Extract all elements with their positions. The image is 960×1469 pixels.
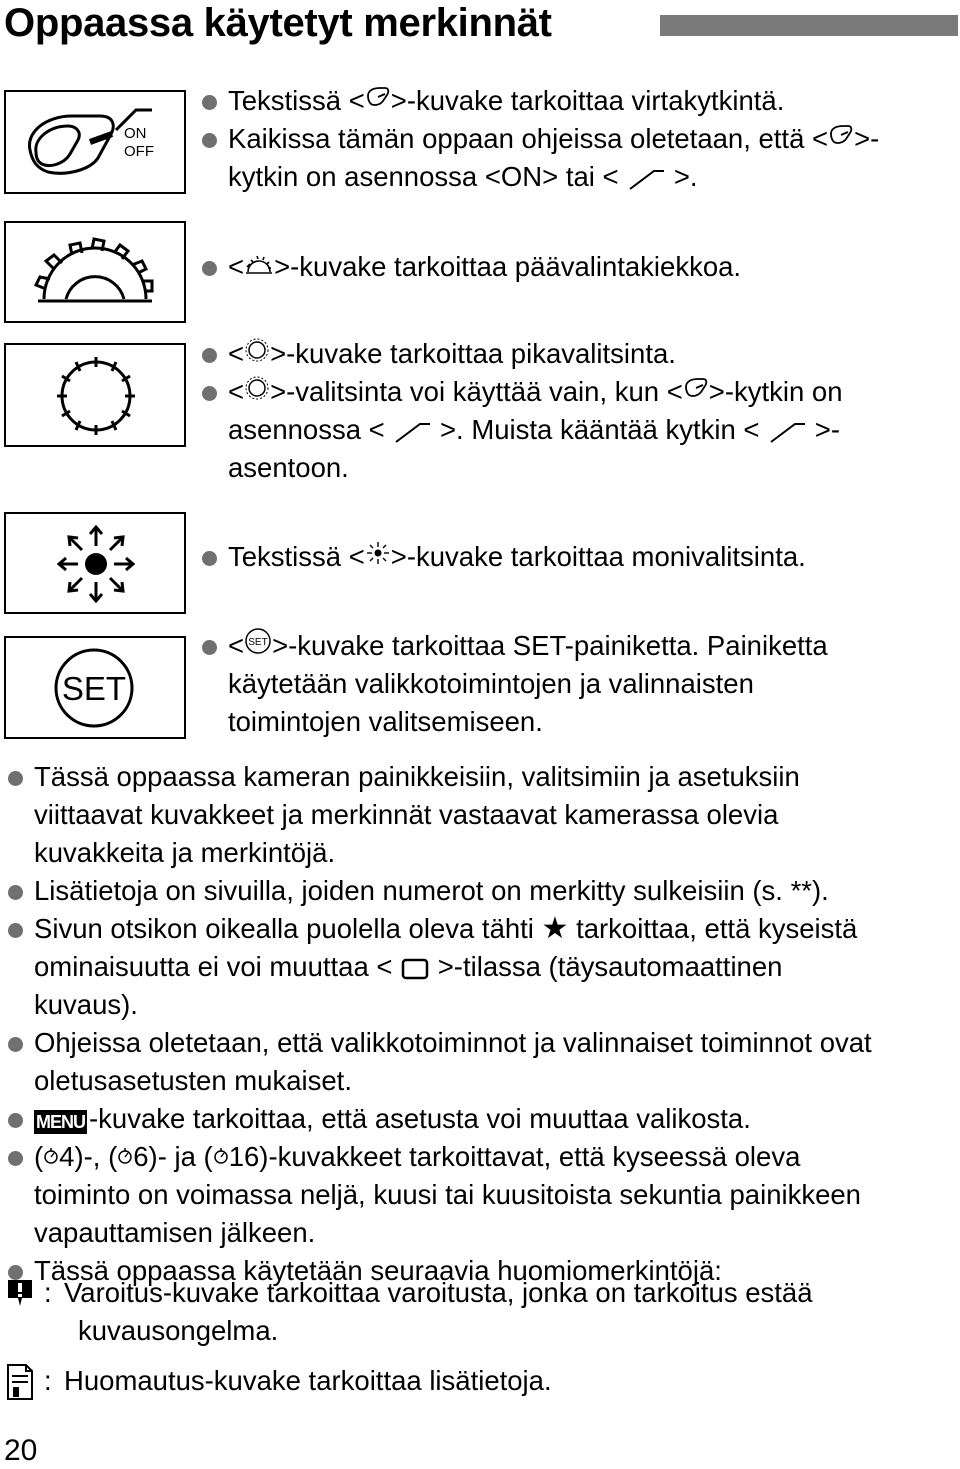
- power-switch-icon: [828, 122, 854, 148]
- bullet-icon: [202, 386, 217, 401]
- list-item: Lisätietoja on sivuilla, joiden numerot on merkitty sulkeisiin (s. **).: [8, 872, 956, 910]
- bullet-icon: [202, 133, 217, 148]
- menu-icon: MENU: [36, 1112, 85, 1132]
- lock-slash-icon: [392, 420, 432, 444]
- bullet-icon: [8, 1113, 23, 1128]
- page-number: 20: [4, 1434, 38, 1467]
- list-item: < >-kuvake tarkoittaa päävalintakiekkoa.: [202, 248, 942, 286]
- power-switch-box: [4, 90, 186, 194]
- set-button-label: SET: [61, 670, 127, 707]
- list-item: ( 4 )-, ( 6 )- ja ( 16 )-kuvakkeet tarkoittavat, että kyseessä oleva: [8, 1138, 956, 1176]
- caution-note: Varoitus-kuvake tarkoittaa varoitusta, jonka on tarkoitus estää kuvausongelma.: [64, 1277, 813, 1346]
- caution-icon: [2, 1276, 38, 1315]
- quick-control-dial-text: < >-kuvake tarkoittaa pikavalitsinta. < >-valitsinta voi käyttää vain, kun < >-kytkin on asennossa < >. Muista kääntää kytkin < >- asentoon.: [202, 335, 942, 487]
- bullet-icon: [202, 95, 217, 110]
- switch-on-label: ON: [124, 125, 147, 142]
- main-dial-text: [202, 248, 942, 286]
- general-notes: Tässä oppaassa kameran painikkeisiin, valitsimiin ja asetuksiin viittaavat kuvakkeet ja merkinnät vastaavat kamerassa olevia kuvakkeita ja merkintöjä. Lisätietoja on sivuilla, joiden numerot on merkitty sulkeisiin (s. **). Sivun otsikon oikealla puolella oleva tähti ★ tarkoittaa, että kyseistä ominaisuutta ei voi muuttaa < >-tilassa (täysautomaattinen kuvaus). Ohjeissa oletetaan, että valikkotoiminnot ja valinnaiset toiminnot ovat oletusasetusten mukaiset. MENU -kuvake tarkoittaa, että asetusta voi muuttaa valikosta. ( 4 )-, ( 6 )- ja ( 16 )-kuvakkeet tarkoittavat, että kyseessä oleva toiminto on voimassa neljä, kuusi tai kuusitoista sekuntia painikkeen vapauttamisen jälkeen. Tässä oppaassa käytetään seuraavia huomiomerkintöjä:: [8, 758, 956, 1290]
- multi-controller-box: [4, 512, 186, 614]
- bullet-icon: [8, 1151, 23, 1166]
- full-auto-mode-icon: [400, 957, 430, 981]
- power-switch-icon: [6, 92, 184, 192]
- svg-text:SET: SET: [248, 637, 268, 648]
- list-item: MENU -kuvake tarkoittaa, että asetusta voi muuttaa valikosta.: [8, 1100, 956, 1138]
- page-title: Oppaassa käytetyt merkinnät: [4, 1, 552, 45]
- bullet-icon: [8, 1037, 23, 1052]
- list-item: Kaikissa tämän oppaan ohjeissa oletetaan, että < >-: [202, 120, 942, 158]
- main-dial-icon: [244, 252, 274, 276]
- main-dial-icon: [6, 223, 184, 321]
- list-item: Tekstissä < >-kuvake tarkoittaa virtakytkintä.: [202, 82, 942, 120]
- bullet-icon: [8, 771, 23, 786]
- set-button-icon: [6, 638, 184, 737]
- main-dial-box: [4, 221, 186, 323]
- multi-controller-text: [202, 538, 942, 576]
- note-icon: [2, 1362, 38, 1407]
- quick-control-dial-icon: [244, 375, 270, 401]
- lock-slash-icon: [626, 167, 666, 191]
- set-button-icon: [244, 627, 272, 655]
- multi-controller-icon: [365, 540, 391, 566]
- timer-icon: [213, 1144, 229, 1166]
- power-switch-icon: [683, 375, 709, 401]
- list-item: Ohjeissa oletetaan, että valikkotoiminnot ja valinnaiset toiminnot ovat: [8, 1024, 956, 1062]
- bullet-icon: [202, 551, 217, 566]
- bullet-icon: [8, 885, 23, 900]
- list-item: Tässä oppaassa kameran painikkeisiin, valitsimiin ja asetuksiin: [8, 758, 956, 796]
- set-button-text: < SET >-kuvake tarkoittaa SET-painiketta. Painiketta käytetään valikkotoimintojen ja valinnaisten toimintojen valitsemiseen.: [202, 627, 942, 741]
- list-item: < SET >-kuvake tarkoittaa SET-painiketta. Painiketta: [202, 627, 942, 665]
- list-item: Tekstissä < >-kuvake tarkoittaa monivalitsinta.: [202, 538, 942, 576]
- info-note: Huomautus-kuvake tarkoittaa lisätietoja.: [64, 1365, 552, 1396]
- quick-control-dial-icon: [244, 337, 270, 363]
- switch-off-label: OFF: [124, 143, 154, 160]
- star-icon: ★: [541, 912, 569, 945]
- bullet-icon: [202, 261, 217, 276]
- multi-controller-icon: [6, 514, 184, 612]
- bullet-icon: [202, 640, 217, 655]
- power-switch-text: Tekstissä < >-kuvake tarkoittaa virtakytkintä. Kaikissa tämän oppaan ohjeissa oletetaan, että < >- kytkin on asennossa <ON> tai < >.: [202, 82, 942, 196]
- list-item: < >-valitsinta voi käyttää vain, kun < >-kytkin on: [202, 373, 942, 411]
- timer-icon: [117, 1144, 133, 1166]
- list-item: Tässä oppaassa käytetään seuraavia huomiomerkintöjä:: [8, 1252, 956, 1290]
- list-item: Sivun otsikon oikealla puolella oleva tähti ★ tarkoittaa, että kyseistä: [8, 910, 956, 948]
- set-button-box: [4, 636, 186, 739]
- power-switch-icon: [365, 84, 391, 110]
- quick-control-dial-icon: [6, 345, 184, 445]
- bullet-icon: [202, 348, 217, 363]
- lock-slash-icon: [767, 420, 807, 444]
- on-position-label: ON: [500, 161, 543, 192]
- bullet-icon: [8, 923, 23, 938]
- list-item: < >-kuvake tarkoittaa pikavalitsinta.: [202, 335, 942, 373]
- timer-icon: [43, 1144, 59, 1166]
- quick-control-dial-box: [4, 343, 186, 447]
- title-bar-decoration: [660, 15, 958, 36]
